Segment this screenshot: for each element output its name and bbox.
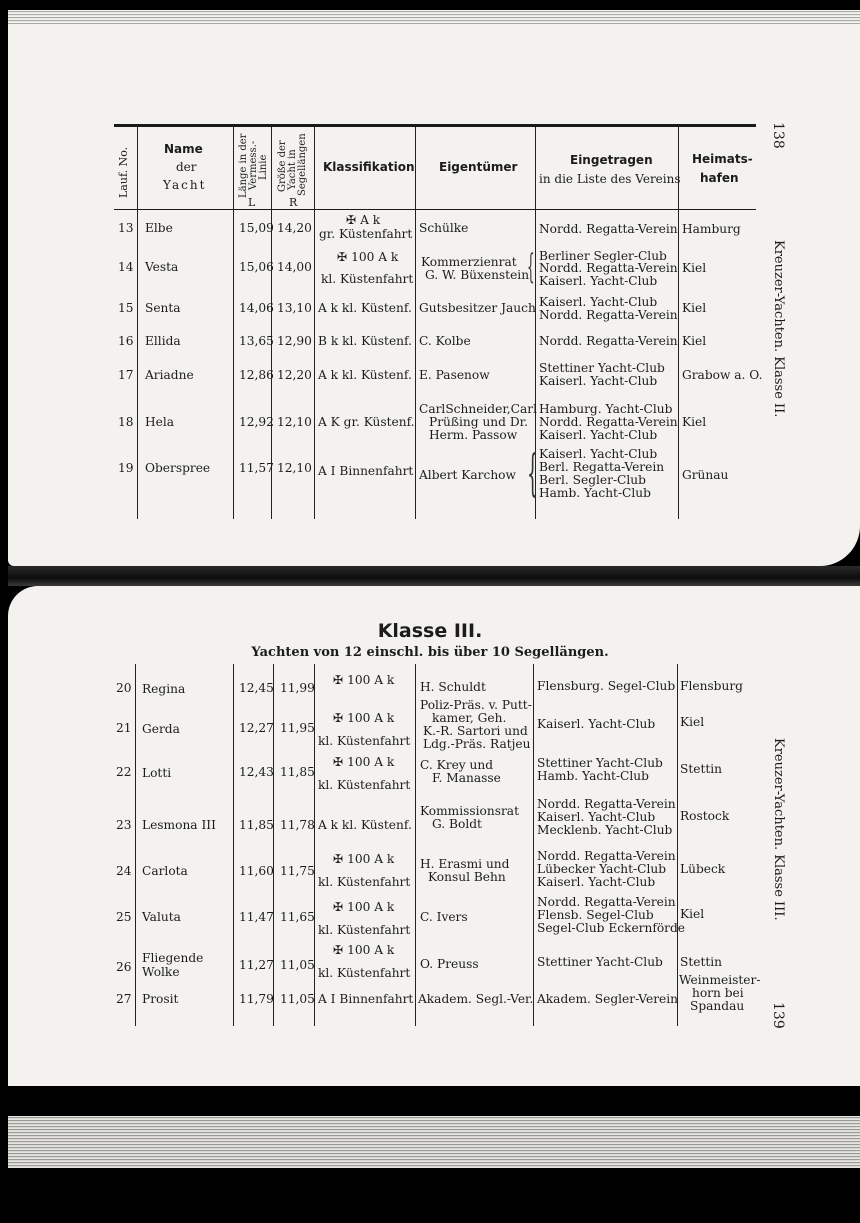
klassifikation-line: ✠ 100 A k <box>333 673 395 687</box>
owner-line: H. Erasmi und <box>420 857 510 871</box>
laenge-value: 12,92 <box>239 415 274 429</box>
club-line: Nordd. Regatta-Verein <box>539 261 678 275</box>
owner-line: C. Kolbe <box>419 334 471 348</box>
page-edges-bottom <box>8 1116 860 1168</box>
header-laenge-1: Länge in der <box>238 133 249 198</box>
row-number: 20 <box>116 681 132 695</box>
header-groesse-letter: R <box>289 196 298 209</box>
row-number: 22 <box>116 765 132 779</box>
owner-line: Kommissionsrat <box>420 804 519 818</box>
klassifikation-line: gr. Küstenfahrt <box>319 227 413 241</box>
klassifikation-line: kl. Küstenfahrt <box>318 734 411 748</box>
page-number-top: 138 <box>770 122 786 149</box>
laenge-value: 12,45 <box>239 681 274 695</box>
header-klassifikation: Klassifikation <box>323 160 415 174</box>
club-line: Nordd. Regatta-Verein <box>539 308 678 322</box>
col-divider <box>415 664 416 1026</box>
club-line: Berliner Segler-Club <box>539 249 667 263</box>
laenge-value: 14,06 <box>239 301 274 315</box>
groesse-value: 11,05 <box>280 958 315 972</box>
klassifikation-line: ✠ 100 A k <box>333 755 395 769</box>
club-line: Nordd. Regatta-Verein <box>537 849 676 863</box>
yacht-name: Elbe <box>145 221 173 235</box>
klassifikation-line: ✠ 100 A k <box>333 943 395 957</box>
klassifikation-line: A I Binnenfahrt <box>318 992 414 1006</box>
hafen-line: Grabow a. O. <box>682 368 763 382</box>
klassifikation-line: kl. Küstenfahrt <box>321 272 414 286</box>
yacht-name: Hela <box>145 415 175 429</box>
header-eingetragen-1: Eingetragen <box>570 153 653 167</box>
running-head-top: Kreuzer-Yachten. Klasse II. <box>771 240 786 418</box>
groesse-value: 12,10 <box>277 415 312 429</box>
yacht-name: Vesta <box>145 260 179 274</box>
club-line: Kaiserl. Yacht-Club <box>539 274 658 288</box>
owner-line: E. Pasenow <box>419 368 490 382</box>
yacht-name: Prosit <box>142 992 179 1006</box>
col-divider <box>677 664 678 1026</box>
laenge-value: 15,09 <box>239 221 274 235</box>
club-line: Kaiserl. Yacht-Club <box>539 428 658 442</box>
brace-icon: { <box>527 444 539 502</box>
groesse-value: 14,20 <box>277 221 312 235</box>
header-name-1: Name <box>164 142 203 156</box>
club-line: Kaiserl. Yacht-Club <box>539 447 658 461</box>
klassifikation-line: ✠ 100 A k <box>333 852 395 866</box>
yacht-name: Lotti <box>142 766 172 780</box>
laenge-value: 12,43 <box>239 765 274 779</box>
laenge-value: 11,79 <box>239 992 274 1006</box>
row-number: 14 <box>118 260 134 274</box>
laenge-value: 11,47 <box>239 910 274 924</box>
page-138 <box>8 10 860 566</box>
club-line: Stettiner Yacht-Club <box>539 361 665 375</box>
yacht-name: Lesmona III <box>142 818 216 832</box>
groesse-value: 13,10 <box>277 301 312 315</box>
groesse-value: 11,99 <box>280 681 315 695</box>
header-eingetragen-2: in die Liste des Vereins <box>539 172 681 186</box>
yacht-name: Gerda <box>142 722 180 736</box>
owner-line: G. W. Büxenstein <box>425 268 530 282</box>
row-number: 27 <box>116 992 132 1006</box>
groesse-value: 12,90 <box>277 334 312 348</box>
klasse-3-title: Klasse III. <box>377 620 483 642</box>
klasse-3-subtitle: Yachten von 12 einschl. bis über 10 Segellängen. <box>251 645 609 660</box>
brace-icon: { <box>527 247 535 287</box>
owner-line: O. Preuss <box>420 957 479 971</box>
club-line: Kaiserl. Yacht-Club <box>537 810 656 824</box>
club-line: Kaiserl. Yacht-Club <box>539 374 658 388</box>
header-groesse-1: Größe der <box>277 140 288 192</box>
klassifikation-line: kl. Küstenfahrt <box>318 778 411 792</box>
club-line: Lübecker Yacht-Club <box>537 862 667 876</box>
header-laenge-2: Vermess.- <box>248 140 259 190</box>
hafen-line: Kiel <box>682 261 707 275</box>
owner-line: K.-R. Sartori und <box>423 724 528 738</box>
hafen-line: Rostock <box>680 809 730 823</box>
header-name-3: Yacht <box>163 178 207 192</box>
col-divider <box>533 664 534 1026</box>
header-name-2: der <box>176 160 197 174</box>
klassifikation-line: A k kl. Küstenf. <box>318 818 412 832</box>
club-line: Stettiner Yacht-Club <box>537 955 663 969</box>
col-divider <box>314 127 315 519</box>
owner-line: Schülke <box>419 221 469 235</box>
yacht-name: Carlota <box>142 864 188 878</box>
groesse-value: 11,95 <box>280 721 315 735</box>
groesse-value: 12,10 <box>277 461 312 475</box>
laenge-value: 15,06 <box>239 260 274 274</box>
klassifikation-line: A k kl. Küstenf. <box>318 301 412 315</box>
club-line: Nordd. Regatta-Verein <box>539 334 678 348</box>
club-line: Kaiserl. Yacht-Club <box>537 875 656 889</box>
owner-line: CarlSchneider,Carl <box>419 402 537 416</box>
groesse-value: 11,65 <box>280 910 315 924</box>
row-number: 18 <box>118 415 134 429</box>
book-gutter <box>8 566 860 586</box>
owner-line: Gutsbesitzer Jauch <box>419 301 536 315</box>
header-laenge-letter: L <box>248 196 256 209</box>
yacht-name: Ariadne <box>145 368 194 382</box>
club-line: Nordd. Regatta-Verein <box>537 895 676 909</box>
row-number: 19 <box>118 461 134 475</box>
header-heimatshafen-1: Heimats- <box>692 152 753 166</box>
owner-line: Kommerzienrat <box>421 255 517 269</box>
hafen-line: Stettin <box>680 955 723 969</box>
col-divider <box>135 664 136 1026</box>
yacht-name: Senta <box>145 301 181 315</box>
laenge-value: 11,60 <box>239 864 274 878</box>
table-top-rule <box>114 124 756 127</box>
owner-line: H. Schuldt <box>420 680 486 694</box>
row-number: 17 <box>118 368 134 382</box>
club-line: Kaiserl. Yacht-Club <box>537 717 656 731</box>
owner-line: Konsul Behn <box>428 870 506 884</box>
laenge-value: 12,86 <box>239 368 274 382</box>
owner-line: C. Ivers <box>420 910 468 924</box>
club-line: Nordd. Regatta-Verein <box>539 415 678 429</box>
klassifikation-line: A I Binnenfahrt <box>318 464 414 478</box>
groesse-value: 12,20 <box>277 368 312 382</box>
yacht-name: Regina <box>142 682 186 696</box>
hafen-line: Stettin <box>680 762 723 776</box>
club-line: Nordd. Regatta-Verein <box>537 797 676 811</box>
hafen-line: Lübeck <box>680 862 726 876</box>
row-number: 16 <box>118 334 134 348</box>
hafen-line: Weinmeister- <box>679 973 761 987</box>
row-number: 23 <box>116 818 132 832</box>
klassifikation-line: kl. Küstenfahrt <box>318 875 411 889</box>
header-groesse-2: Yacht in <box>287 149 298 190</box>
owner-line: Albert Karchow <box>419 468 516 482</box>
row-number: 26 <box>116 960 132 974</box>
groesse-value: 11,78 <box>280 818 315 832</box>
header-lauf: Lauf. No. <box>117 146 130 198</box>
yacht-name: Ellida <box>145 334 181 348</box>
club-line: Flensburg. Segel-Club <box>537 679 676 693</box>
header-laenge-3: Linie <box>258 154 269 180</box>
club-line: Segel-Club Eckernförde <box>537 921 686 935</box>
club-line: Kaiserl. Yacht-Club <box>539 295 658 309</box>
klassifikation-line: kl. Küstenfahrt <box>318 966 411 980</box>
owner-line: Poliz-Präs. v. Putt- <box>420 698 532 712</box>
page-edge-top <box>8 10 860 24</box>
laenge-value: 13,65 <box>239 334 274 348</box>
yacht-name: Fliegende Wolke <box>142 951 204 979</box>
club-line: Hamb. Yacht-Club <box>539 486 651 500</box>
laenge-value: 11,57 <box>239 461 274 475</box>
row-number: 21 <box>116 721 132 735</box>
hafen-line: Kiel <box>680 907 705 921</box>
groesse-value: 11,05 <box>280 992 315 1006</box>
groesse-value: 11,85 <box>280 765 315 779</box>
laenge-value: 11,27 <box>239 958 274 972</box>
hafen-line: Flensburg <box>680 679 743 693</box>
owner-line: G. Boldt <box>432 817 482 831</box>
yacht-name: Valuta <box>142 910 181 924</box>
owner-line: Herm. Passow <box>429 428 518 442</box>
running-head-bottom: Kreuzer-Yachten. Klasse III. <box>771 738 786 921</box>
club-line: Akadem. Segler-Verein <box>537 992 678 1006</box>
owner-line: F. Manasse <box>432 771 501 785</box>
yacht-name: Oberspree <box>145 461 211 475</box>
club-line: Hamburg. Yacht-Club <box>539 402 673 416</box>
klassifikation-line: ✠ 100 A k <box>333 711 395 725</box>
club-line: Berl. Segler-Club <box>539 473 646 487</box>
klassifikation-line: ✠ 100 A k <box>337 250 399 264</box>
header-bottom-rule <box>114 209 756 210</box>
laenge-value: 11,85 <box>239 818 274 832</box>
page-number-bottom: 139 <box>770 1002 786 1029</box>
hafen-line: Grünau <box>682 468 729 482</box>
header-eigentuemer: Eigentümer <box>439 160 518 174</box>
col-divider <box>233 127 234 519</box>
header-heimatshafen-2: hafen <box>700 171 739 185</box>
owner-line: kamer, Geh. <box>432 711 507 725</box>
hafen-line: Kiel <box>682 415 707 429</box>
club-line: Flensb. Segel-Club <box>537 908 654 922</box>
hafen-line: Kiel <box>682 334 707 348</box>
owner-line: Prüßing und Dr. <box>429 415 528 429</box>
hafen-line: Spandau <box>690 999 745 1013</box>
owner-line: Akadem. Segl.-Ver. <box>418 992 534 1006</box>
row-number: 15 <box>118 301 134 315</box>
klassifikation-line: ✠ A k <box>346 213 381 227</box>
hafen-line: Kiel <box>680 715 705 729</box>
groesse-value: 11,75 <box>280 864 315 878</box>
klassifikation-line: ✠ 100 A k <box>333 900 395 914</box>
groesse-value: 14,00 <box>277 260 312 274</box>
klassifikation-line: A k kl. Küstenf. <box>318 368 412 382</box>
klassifikation-line: A K gr. Küstenf. <box>318 415 415 429</box>
club-line: Mecklenb. Yacht-Club <box>537 823 673 837</box>
klassifikation-line: kl. Küstenfahrt <box>318 923 411 937</box>
owner-line: Ldg.-Präs. Ratjeu <box>423 737 531 751</box>
hafen-line: Hamburg <box>682 222 741 236</box>
col-divider <box>415 127 416 519</box>
row-number: 13 <box>118 221 134 235</box>
club-line: Nordd. Regatta-Verein <box>539 222 678 236</box>
club-line: Hamb. Yacht-Club <box>537 769 649 783</box>
laenge-value: 12,27 <box>239 721 274 735</box>
club-line: Stettiner Yacht-Club <box>537 756 663 770</box>
row-number: 24 <box>116 864 132 878</box>
hafen-line: horn bei <box>692 986 744 1000</box>
col-divider <box>137 127 138 519</box>
club-line: Berl. Regatta-Verein <box>539 460 665 474</box>
col-divider <box>233 664 234 1026</box>
owner-line: C. Krey und <box>420 758 494 772</box>
hafen-line: Kiel <box>682 301 707 315</box>
klassifikation-line: B k kl. Küstenf. <box>318 334 412 348</box>
row-number: 25 <box>116 910 132 924</box>
header-groesse-3: Segellängen <box>297 133 308 196</box>
